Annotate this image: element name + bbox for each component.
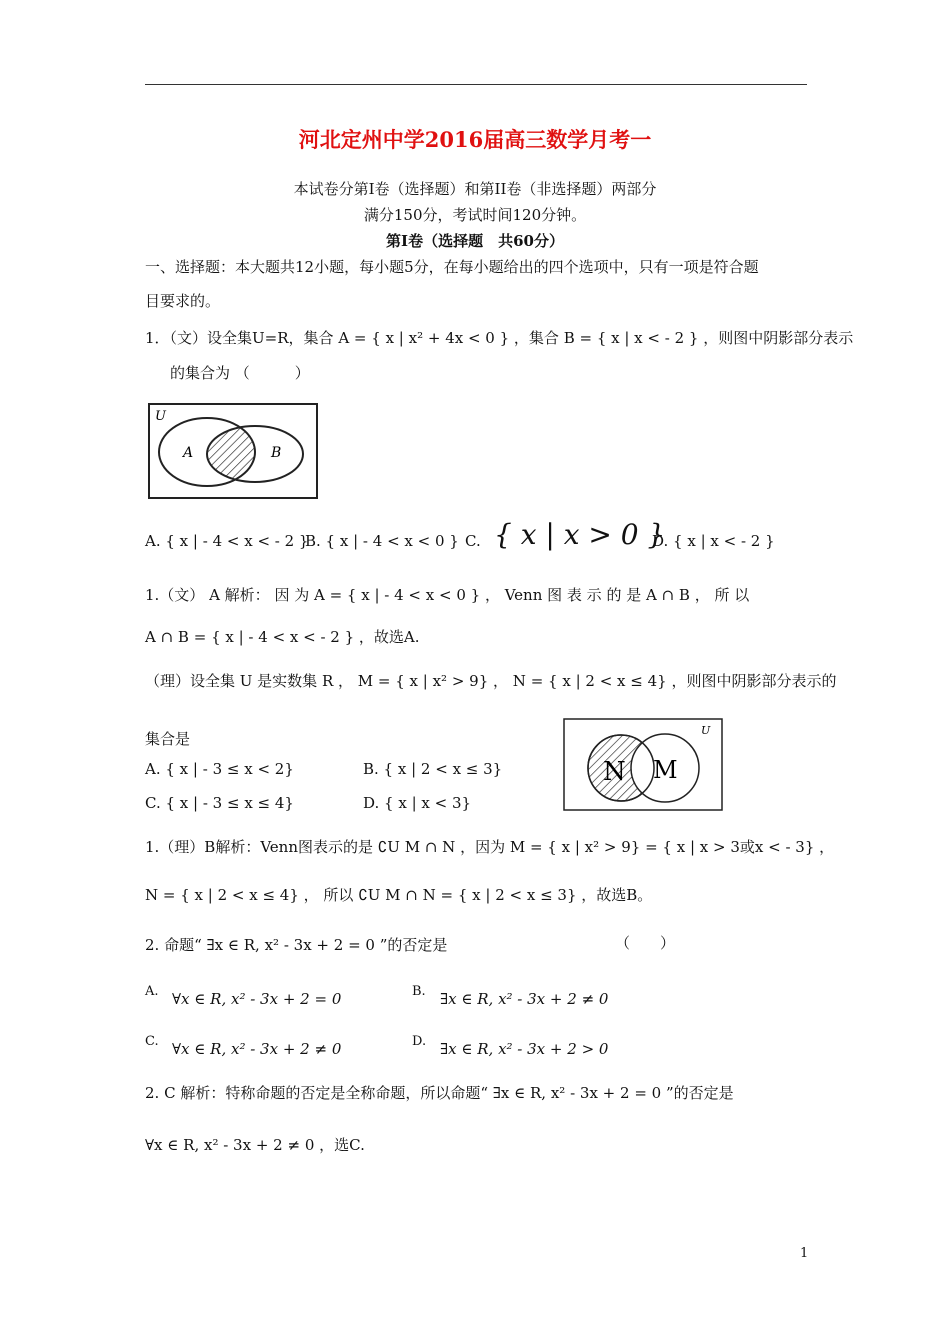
exam-title: 河北定州中学2016届高三数学月考一 — [298, 127, 652, 152]
label-b: B — [271, 445, 282, 461]
page-number: 1 — [800, 1246, 809, 1261]
venn-diagram-wen — [147, 402, 319, 500]
q1-wen-stem: 1．（文）设全集U=R，集合 A = { x | x² + 4x < 0 } ，集合 B = { x | x < - 2 } ，则图中阴影部分表示 — [145, 329, 854, 347]
q2-option-c: ∀x ∈ R, x² - 3x + 2 ≠ 0 — [172, 1040, 342, 1058]
q1-li-stem: （理）设全集 U 是实数集 R ， M = { x | x² > 9} ， N = { x | 2 < x ≤ 4} ，则图中阴影部分表示的 — [145, 672, 837, 690]
q1-wen-solution-1: 1.（文） A 解析： 因 为 A = { x | - 4 < x < 0 } ， Venn 图 表 示 的 是 A ∩ B ， 所 以 — [145, 586, 750, 604]
q1-li-option-b: B. { x | 2 < x ≤ 3} — [363, 760, 503, 778]
q1-wen-option-d: D. { x | x < - 2 } — [652, 532, 775, 550]
label-m: M — [653, 756, 678, 784]
q1-li-option-d: D. { x | x < 3} — [363, 794, 472, 812]
q1-wen-option-b: B. { x | - 4 < x < 0 } — [305, 532, 459, 550]
q1-wen-solution-2: A ∩ B = { x | - 4 < x < - 2 } ，故选A. — [145, 628, 420, 646]
label-u: U — [155, 409, 166, 424]
q1-li-stem-2: 集合是 — [145, 730, 191, 748]
q1-wen-option-c: { x | x > 0 } — [494, 518, 666, 551]
q2-solution-1: 2. C 解析：特称命题的否定是全称命题，所以命题“ ∃x ∈ R, x² - 3x + 2 = 0 ”的否定是 — [145, 1084, 734, 1102]
label-n: N — [603, 757, 626, 787]
q1-wen-option-c-label: C. — [465, 532, 481, 550]
q2-option-c-label: C. — [145, 1034, 159, 1049]
intro-line-1: 本试卷分第Ⅰ卷（选择题）和第II卷（非选择题）两部分 — [293, 180, 657, 198]
label-u: U — [701, 724, 711, 737]
q1-wen-option-a: A. { x | - 4 < x < - 2 } — [145, 532, 309, 550]
q2-option-d: ∃x ∈ R, x² - 3x + 2 > 0 — [440, 1040, 609, 1058]
venn-diagram-li — [563, 718, 723, 812]
q2-solution-2: ∀x ∈ R, x² - 3x + 2 ≠ 0 ，选C. — [145, 1136, 365, 1154]
q2-option-a-label: A. — [145, 984, 159, 999]
q2-option-b: ∃x ∈ R, x² - 3x + 2 ≠ 0 — [440, 990, 609, 1008]
q2-option-a: ∀x ∈ R, x² - 3x + 2 = 0 — [172, 990, 342, 1008]
q1-wen-stem-2: 的集合为 （ ） — [170, 364, 310, 382]
q1-li-solution-2: N = { x | 2 < x ≤ 4} ， 所以 ∁U M ∩ N = { x | 2 < x ≤ 3} ，故选B。 — [145, 886, 653, 904]
header-rule — [145, 84, 807, 85]
q1-li-option-a: A. { x | - 3 ≤ x < 2} — [145, 760, 294, 778]
instructions-line-1: 一、选择题：本大题共12小题，每小题5分，在每小题给出的四个选项中，只有一项是符合题 — [145, 258, 759, 276]
intro-line-2: 满分150分，考试时间120分钟。 — [363, 206, 587, 224]
q2-option-d-label: D. — [412, 1034, 427, 1049]
label-a: A — [183, 445, 194, 461]
q2-answer-paren: （ ） — [615, 934, 676, 952]
section-heading: 第Ⅰ卷（选择题 共60分） — [386, 232, 564, 250]
q1-li-solution-1: 1.（理）B解析：Venn图表示的是 ∁U M ∩ N ，因为 M = { x | x² > 9} = { x | x > 3或x < - 3} ， — [145, 838, 835, 856]
instructions-line-2: 目要求的。 — [145, 292, 221, 310]
q1-li-option-c: C. { x | - 3 ≤ x ≤ 4} — [145, 794, 294, 812]
q2-option-b-label: B. — [412, 984, 426, 999]
q2-stem: 2. 命题“ ∃x ∈ R, x² - 3x + 2 = 0 ”的否定是 — [145, 936, 448, 954]
